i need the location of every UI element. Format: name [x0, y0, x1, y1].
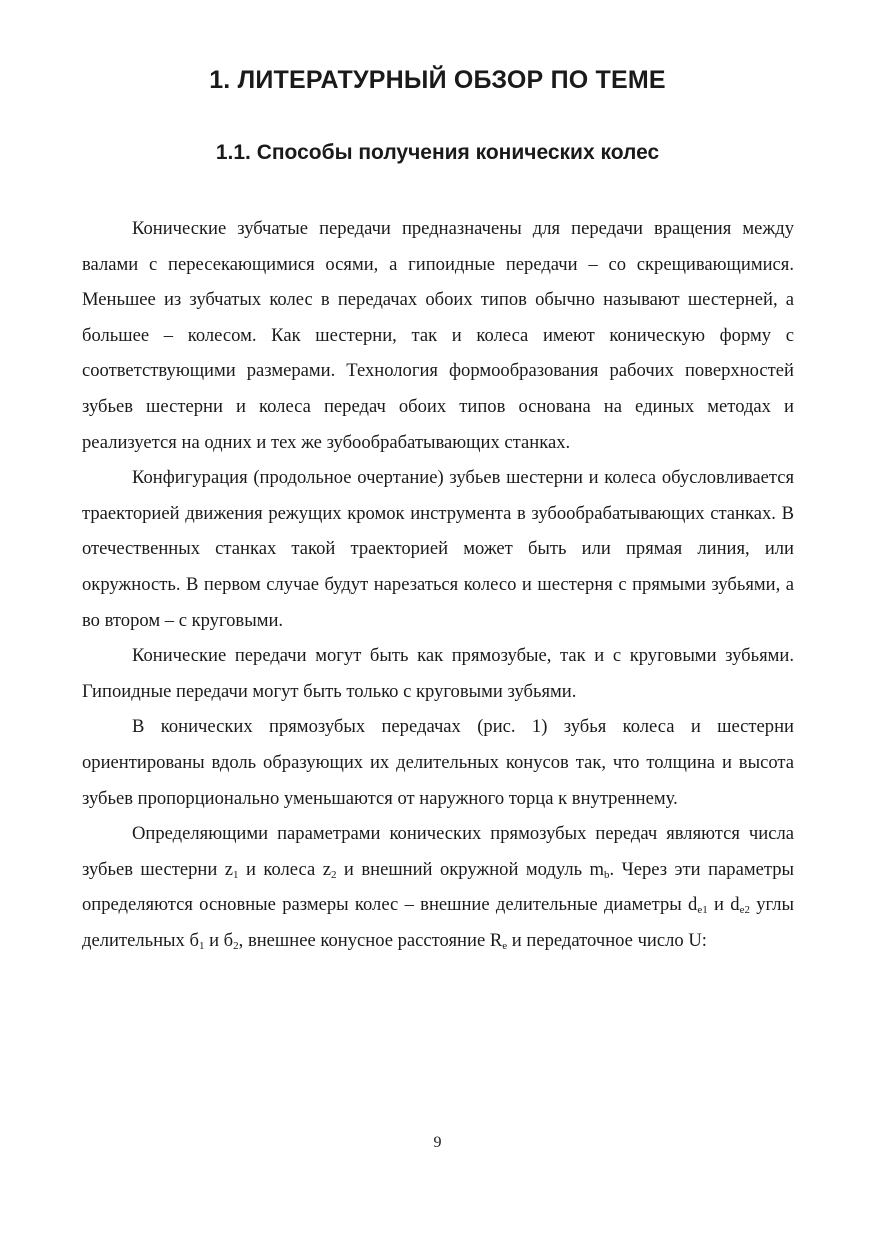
subscript: 1 — [198, 939, 205, 952]
body-text — [82, 211, 794, 958]
text-run: и б — [204, 929, 234, 951]
chapter-title: 1. ЛИТЕРАТУРНЫЙ ОБЗОР ПО ТЕМЕ — [209, 66, 666, 94]
paragraph: Конфигурация (продольное очертание) зубьев шестерни и колеса обусловливается траекторией движения режущих кромок инструмента в зубообрабатывающих станках. В отечественных станках такой траекторией может быть или прямая линия, или окружность. В первом случае будут нарезаться колесо и шестерня с прямыми зубьями, а во втором – с круговыми. — [82, 467, 794, 631]
text-run: , внешнее конусное расстояние R — [238, 929, 503, 951]
paragraph-parameters — [82, 816, 794, 958]
subscript: e — [502, 939, 508, 952]
text-run: и колеса z — [238, 858, 331, 880]
section-title: 1.1. Способы получения конических колес — [215, 141, 660, 164]
subscript: 2 — [233, 939, 239, 952]
paragraph: В конических прямозубых передачах (рис. 1) зубья колеса и шестерни ориентированы вдоль образующих их делительных конусов так, что толщина и высота зубьев пропорционально уменьшаются от наружного торца к внутреннему. — [82, 716, 794, 809]
text-run: и внешний окружной модуль m — [336, 858, 605, 880]
text-run: . Через эти параметры определяются основные размеры колес – внешние делительные диаметры d — [82, 858, 794, 916]
subscript: e1 — [697, 904, 708, 917]
page-number: 9 — [433, 1134, 442, 1151]
text-run: углы делительных б — [82, 894, 794, 951]
subscript: e2 — [739, 904, 750, 917]
subscript: 1 — [233, 868, 239, 881]
paragraph: Конические зубчатые передачи предназначены для передачи вращения между валами с пересекающимися осями, а гипоидные передачи – со скрещивающимися. Меньшее из зубчатых колес в передачах обоих типов обычно называют шестерней, а большее – колесом. Как шестерни, так и колеса имеют коническую форму с соответствующими размерами. Технология формообразования рабочих поверхностей зубьев шестерни и колеса передач обоих типов основана на единых методах и реализуется на одних и тех же зубообрабатывающих станках. — [82, 218, 794, 453]
subscript: 2 — [330, 868, 337, 881]
text-run: Определяющими параметрами конических прямозубых передач являются числа зубьев шестерни z — [82, 823, 794, 880]
text-run: и передаточное число U: — [507, 929, 707, 951]
text-run: и d — [707, 894, 740, 916]
subscript: b — [604, 868, 610, 881]
paragraph: Конические передачи могут быть как прямозубые, так и с круговыми зубьями. Гипоидные передачи могут быть только с круговыми зубьями. — [82, 645, 794, 702]
